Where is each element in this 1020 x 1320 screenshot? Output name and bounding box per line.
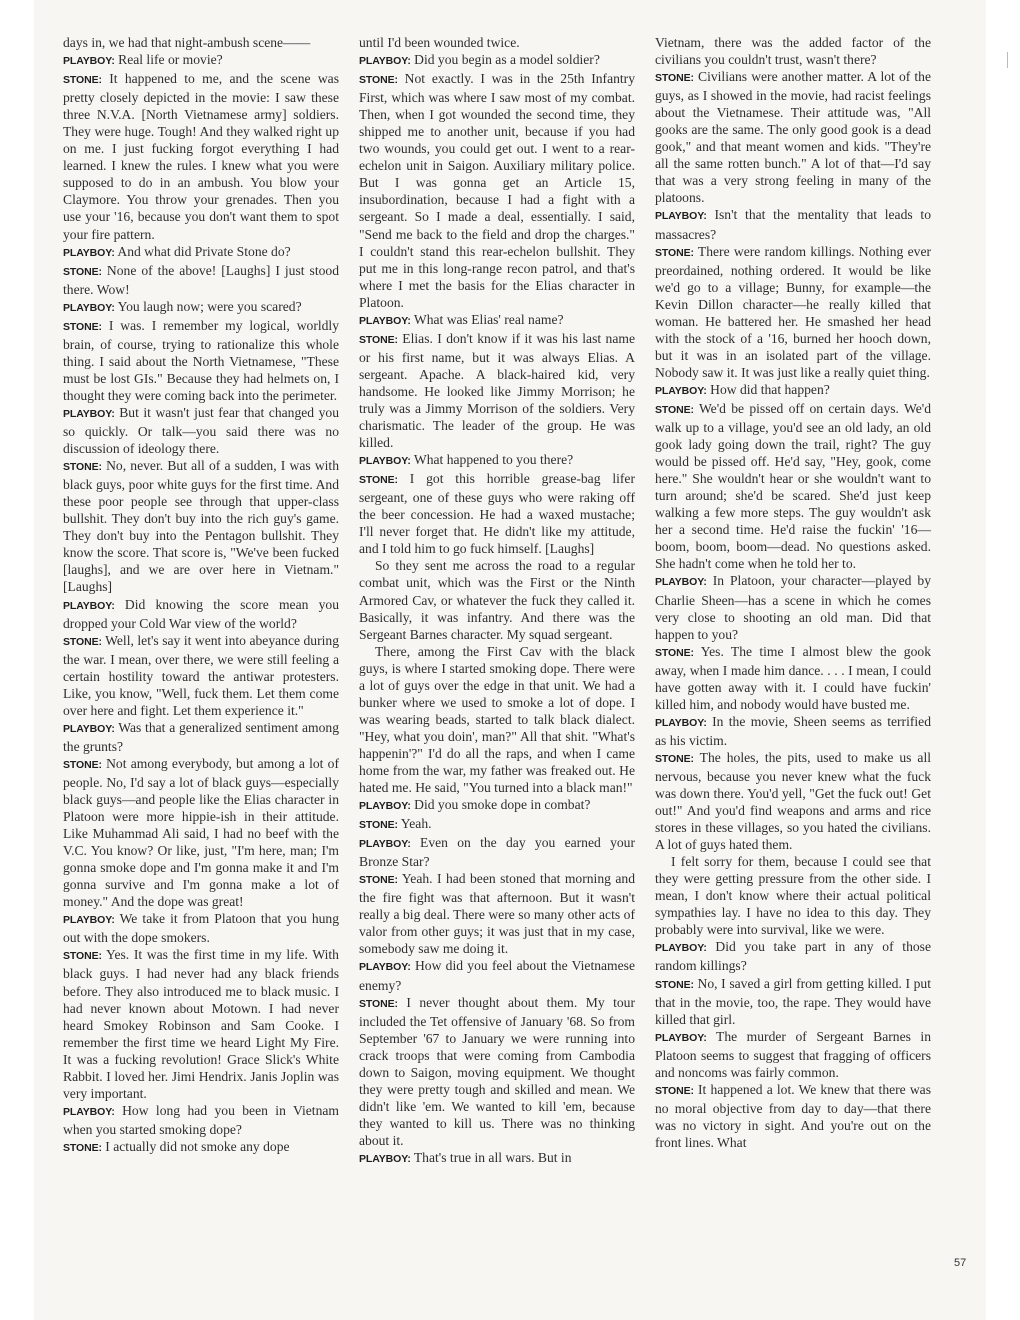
paragraph-text: I got this horrible grease-bag lifer sergeant, one of these guys who were raking off the beer concession. He had a waxed mustache; I'll never forget that. He didn't like my attitude, and I told him to go fuck himself. [Laughs] [359, 471, 635, 557]
answer-paragraph [63, 70, 339, 242]
paragraph-text: And what did Private Stone do? [117, 243, 291, 259]
answer-paragraph [655, 68, 931, 206]
speaker-label-playboy: PLAYBOY: [359, 455, 411, 468]
paragraph-text: Yeah. [400, 816, 432, 832]
paragraph-text: Did you smoke dope in combat? [414, 797, 591, 813]
text-column-right [655, 34, 931, 1151]
question-paragraph [655, 938, 931, 974]
paragraph-text: How did you feel about the Vietnamese enemy? [359, 958, 635, 993]
paragraph-text: I was. I remember my logical, worldly brain, of course, trying to rationalize this whole thing. I said about the North Vietnamese, "These must be lost GIs." Because they had helmets on, I thought they were coming back into the perimeter. [63, 317, 339, 403]
speaker-label-stone: STONE: [63, 758, 102, 771]
speaker-label-playboy: PLAYBOY: [655, 716, 707, 729]
speaker-label-stone: STONE: [359, 474, 398, 487]
paragraph-text: What was Elias' real name? [413, 311, 564, 327]
answer-paragraph [655, 400, 931, 572]
speaker-label-stone: STONE: [359, 74, 398, 87]
question-paragraph [359, 311, 635, 330]
speaker-label-playboy: PLAYBOY: [359, 55, 411, 68]
body-paragraph [359, 643, 635, 796]
paragraph-text: I actually did not smoke any dope [105, 1138, 290, 1154]
speaker-label-playboy: PLAYBOY: [63, 55, 115, 68]
question-paragraph [63, 243, 339, 262]
paragraph-text: But it wasn't just fear that changed you so quickly. Or talk—you said there was no discussion of ideology there. [63, 404, 339, 457]
speaker-label-stone: STONE: [655, 246, 694, 259]
answer-paragraph [359, 470, 635, 557]
speaker-label-stone: STONE: [63, 1141, 102, 1154]
paragraph-text: Civilians were another matter. A lot of the guys, as I showed in the movie, had racist feelings about the Vietnamese. Their attitude was, "All gooks are the same. The only good gook is a dead gook," and that meant women and kids. "They're all the same rotten bunch." A lot of that—I'd say that was a very strong feeling in many of the platoons. [655, 69, 931, 206]
paragraph-text: Well, let's say it went into abeyance during the war. I mean, over there, we were still feeling a certain hostility toward the antiwar protesters. Like, you know, "Well, fuck them. Let them come over here and fight. Let them experience it." [63, 632, 340, 718]
answer-paragraph [655, 643, 931, 713]
speaker-label-playboy: PLAYBOY: [63, 722, 115, 735]
speaker-label-stone: STONE: [63, 320, 102, 333]
question-paragraph [655, 206, 931, 242]
answer-paragraph [63, 755, 339, 910]
speaker-label-playboy: PLAYBOY: [63, 914, 115, 927]
answer-paragraph [359, 870, 635, 957]
speaker-label-playboy: PLAYBOY: [63, 599, 115, 612]
paragraph-text: What happened to you there? [413, 452, 574, 468]
question-paragraph [63, 1102, 339, 1138]
question-paragraph [63, 51, 339, 70]
speaker-label-stone: STONE: [63, 635, 102, 648]
speaker-label-playboy: PLAYBOY: [63, 1105, 115, 1118]
page-edge-mark [1007, 52, 1008, 68]
speaker-label-stone: STONE: [359, 333, 398, 346]
paragraph-text: So they sent me across the road to a regular combat unit, which was the First or the Ninth Armored Cav, or whatever the fuck they called it. Basically, it was infantry. And there was the Sergeant Barnes character. My squad sergeant. [359, 558, 635, 642]
paragraph-text: The holes, the pits, used to make us all nervous, because you never knew what the fuck was down there. You'd yell, "Get the fuck out! Get out!" And you'd find weapons and arms and rice stores in these villages, so you hated the civilians. A lot of guys hated them. [655, 749, 931, 853]
paragraph-text: None of the above! [Laughs] I just stood there. Wow! [63, 262, 339, 297]
question-paragraph [63, 404, 339, 457]
speaker-label-playboy: PLAYBOY: [655, 942, 707, 955]
paragraph-text: The murder of Sergeant Barnes in Platoon seems to suggest that fragging of officers and noncoms was fairly common. [655, 1028, 932, 1080]
speaker-label-stone: STONE: [63, 74, 102, 87]
paragraph-text: I felt sorry for them, because I could see that they were getting pressure from the other side. I mean, I don't know where their actual political sympathies lay. I have no idea to this day. They probably were into survival, like we were. [655, 854, 931, 938]
speaker-label-playboy: PLAYBOY: [655, 576, 707, 589]
answer-paragraph [655, 243, 931, 381]
answer-paragraph [63, 457, 339, 595]
speaker-label-playboy: PLAYBOY: [655, 384, 707, 397]
speaker-label-stone: STONE: [655, 403, 694, 416]
body-paragraph [359, 34, 635, 51]
answer-paragraph [359, 70, 635, 311]
paragraph-text: No, I saved a girl from getting killed. I put that in the movie, too, the rape. They would have killed that girl. [655, 975, 932, 1027]
answer-paragraph [359, 815, 635, 834]
speaker-label-playboy: PLAYBOY: [359, 961, 411, 974]
speaker-label-playboy: PLAYBOY: [63, 246, 115, 259]
question-paragraph [359, 451, 635, 470]
paragraph-text: Did you take part in any of those random killings? [655, 939, 931, 974]
speaker-label-playboy: PLAYBOY: [63, 301, 115, 314]
paragraph-text: Did you begin as a model soldier? [414, 52, 600, 68]
speaker-label-stone: STONE: [359, 819, 398, 832]
paragraph-text: Yes. It was the first time in my life. With black guys. I had never had any black friends before. They also introduced me to black music. I had never known about Motown. I had never heard Smokey Robinson and Sam Cooke. I remember the first time we heard Light My Fire. It was a fucking revolution! Grace Slick's White Rabbit. I loved her. Jimi Hendrix. Janis Joplin was very important. [63, 947, 339, 1101]
question-paragraph [63, 596, 339, 632]
body-paragraph [63, 34, 339, 51]
paragraph-text: Not exactly. I was in the 25th Infantry First, which was where I saw most of my combat. Then, when I got wounded the second time, they shipped me to another unit, because if you had two wounds, you could get out. I went to a rear-echelon unit in Saigon. Auxiliary military police. But I was gonna get an Article 15, insubordination, because I had a fight with a sergeant. So I made a deal, essentially. I said, "Send me back to the field and drop the charges." I couldn't stand this rear-echelon bullshit. They put me in this long-range recon patrol, and that's where I met the basis for the Elias character in Platoon. [359, 71, 635, 310]
speaker-label-stone: STONE: [655, 72, 694, 85]
answer-paragraph [63, 262, 339, 298]
paragraph-text: There, among the First Cav with the black guys, is where I started smoking dope. There were a lot of guys over the edge in that unit. We had a bunker where we used to smoke a lot of dope. I was wearing beads, started to talk black dialect. "Hey, what you doin', man?" All that shit. "What's happenin'?" I'd do all the raps, and when I came home from the war, my father was freaked out. He hated me. He said, "You turned into a black man!" [359, 643, 635, 796]
magazine-page [34, 0, 986, 1320]
paragraph-text: We take it from Platoon that you hung out with the dope smokers. [63, 911, 340, 946]
question-paragraph [655, 572, 931, 642]
speaker-label-playboy: PLAYBOY: [63, 407, 115, 420]
paragraph-text: Even on the day you earned your Bronze Star? [359, 835, 635, 870]
speaker-label-playboy: PLAYBOY: [359, 1153, 411, 1165]
question-paragraph [63, 910, 339, 946]
body-paragraph [359, 557, 635, 642]
answer-paragraph [63, 317, 339, 404]
answer-paragraph [655, 749, 931, 853]
paragraph-text: Vietnam, there was the added factor of the civilians you couldn't trust, wasn't there? [655, 35, 931, 68]
paragraph-text: Did knowing the score mean you dropped your Cold War view of the world? [63, 596, 339, 631]
paragraph-text: We'd be pissed off on certain days. We'd walk up to a village, you'd see an old lady, an old gook lady going down the trail, right? The guy would be pissed off. He'd say, "Hey, gook, come here." She wouldn't hear or she wouldn't want to turn around; she'd be scared. She'd just keep walking a few more steps. The guy wouldn't ask her a second time. He'd raise the fuckin' '16—boom, boom, boom—dead. No questions asked. She hadn't come when he told her to. [655, 400, 931, 572]
text-column-left [63, 34, 339, 1157]
paragraph-text: You laugh now; were you scared? [117, 298, 302, 314]
question-paragraph [359, 1149, 635, 1168]
question-paragraph [359, 796, 635, 815]
question-paragraph [655, 381, 931, 400]
answer-paragraph [655, 975, 931, 1028]
answer-paragraph [63, 1138, 339, 1157]
speaker-label-playboy: PLAYBOY: [359, 314, 411, 327]
answer-paragraph [359, 330, 635, 451]
paragraph-text: It happened to me, and the scene was pretty closely depicted in the movie: I saw these three N.V.A. [North Vietnamese army] soldiers. They were huge. Tough! And they walked right up on me. I just fucking forgot everything I had learned. I knew the rules. I knew what you were supposed to do in an ambush. You blow your Claymore. You throw your grenades. Then you use your '16, because you don't want them to spot your fire pattern. [63, 71, 339, 242]
speaker-label-stone: STONE: [655, 646, 694, 659]
paragraph-text: I never thought about them. My tour included the Tet offensive of January '68. So from September '67 to January we were running into crack troops that were coming from Cambodia down to Saigon, moving equipment. We thought they were pretty tough and skilled and mean. We didn't like 'em. We wanted to kill 'em, because they wanted to kill us. There was no thinking about it. [359, 994, 635, 1148]
paragraph-text: How long had you been in Vietnam when you started smoking dope? [63, 1102, 339, 1137]
paragraph-text: Not among everybody, but among a lot of people. No, I'd say a lot of black guys—especially black guys—and people like the Elias character in Platoon were more hippie-ish in their attitude. Like Muhammad Ali said, I had no beef with the V.C. You know? Or like, just, "I'm here, man; I'm gonna smoke dope and I'm gonna make it and I'm gonna survive and I'm gonna make a lot of money." And the dope was great! [63, 755, 339, 910]
body-paragraph [655, 34, 931, 68]
speaker-label-stone: STONE: [655, 1084, 694, 1097]
page-number: 57 [954, 1257, 967, 1269]
question-paragraph [359, 51, 635, 70]
speaker-label-stone: STONE: [63, 950, 102, 963]
speaker-label-playboy: PLAYBOY: [655, 1031, 707, 1044]
paragraph-text: Yeah. I had been stoned that morning and the fire fight was that afternoon. But it wasn't really a big deal. There were so many other acts of valor from other guys; it was just that in my case, somebody saw me doing it. [359, 871, 635, 957]
paragraph-text: Isn't that the mentality that leads to massacres? [655, 207, 931, 242]
paragraph-text: Real life or movie? [118, 52, 223, 68]
paragraph-text: Yes. The time I almost blew the gook away, when I made him dance. . . . I mean, I could have gotten away with it. I could have fuckin' killed him, and nobody would have busted me. [655, 643, 931, 712]
answer-paragraph [63, 632, 339, 719]
question-paragraph [655, 1028, 931, 1081]
paragraph-text: Elias. I don't know if it was his last name or his first name, but it was always Elias. A sergeant. Apache. A black-haired kid, very handsome. He looked like Jimmy Morrison; he truly was a Jimmy Morrison of the soldiers. Very charismatic. The leader of the group. He was killed. [359, 330, 635, 451]
question-paragraph [63, 719, 339, 755]
question-paragraph [359, 834, 635, 870]
speaker-label-playboy: PLAYBOY: [359, 838, 411, 851]
answer-paragraph [63, 946, 339, 1101]
text-column-middle [359, 34, 635, 1168]
paragraph-text: In the movie, Sheen seems as terrified as his victim. [655, 713, 931, 748]
speaker-label-stone: STONE: [655, 978, 694, 991]
paragraph-text: Was that a generalized sentiment among the grunts? [63, 719, 339, 754]
speaker-label-stone: STONE: [359, 997, 398, 1010]
speaker-label-stone: STONE: [655, 752, 694, 765]
question-paragraph [63, 298, 339, 317]
paragraph-text: days in, we had that night-ambush scene—— [63, 35, 311, 50]
paragraph-text: In Platoon, your character—played by Charlie Sheen—has a scene in which he comes very close to shooting an old man. Did that happen to you? [655, 573, 931, 642]
question-paragraph [655, 713, 931, 749]
speaker-label-stone: STONE: [63, 461, 102, 474]
answer-paragraph [655, 1081, 931, 1151]
answer-paragraph [359, 994, 635, 1149]
paragraph-text: No, never. But all of a sudden, I was with black guys, poor white guys for the first time. And these poor people see through that upper-class bullshit. They don't buy into the rich guy's game. They don't buy into the Pentagon bullshit. They know the score. That score is, "We've been fucked [laughs], and we are over here in Vietnam." [Laughs] [63, 458, 340, 595]
paragraph-text: That's true in all wars. But in [413, 1150, 572, 1165]
paragraph-text: until I'd been wounded twice. [359, 35, 520, 50]
question-paragraph [359, 957, 635, 993]
speaker-label-stone: STONE: [63, 265, 102, 278]
paragraph-text: How did that happen? [710, 381, 830, 397]
speaker-label-stone: STONE: [359, 874, 398, 887]
paragraph-text: There were random killings. Nothing ever preordained, nothing ordered. It would be like we'd go to a village; Bunny, for example—the Kevin Dillon character—he really killed that woman. He battered her. He smashed her head with the stock of a '16, burned her hooch down, but it was in an isolated part of the village. Nobody saw it. It was just like a really quiet thing. [655, 243, 932, 380]
paragraph-text: It happened a lot. We knew that there was no moral objective from day to day—that there was no victory in sight. And you're out on the front lines. What [655, 1081, 931, 1150]
speaker-label-playboy: PLAYBOY: [359, 800, 411, 813]
speaker-label-playboy: PLAYBOY: [655, 210, 707, 223]
body-paragraph [655, 853, 931, 938]
